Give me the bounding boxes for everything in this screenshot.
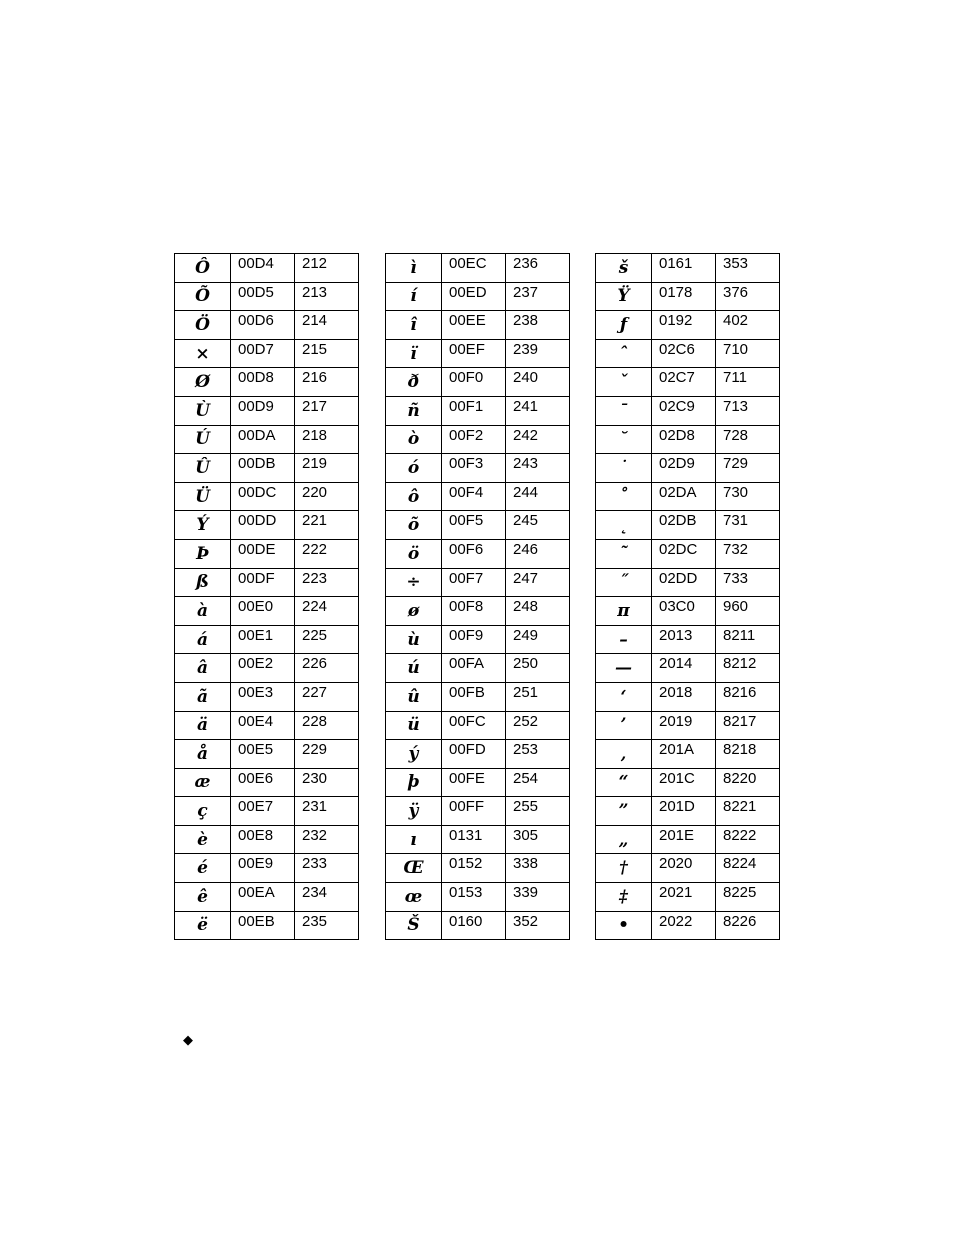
glyph-cell: ë (175, 911, 231, 940)
table-row (175, 539, 359, 568)
hex-code-cell: 2014 (652, 654, 716, 683)
hex-code-cell: 0192 (652, 311, 716, 340)
hex-code-cell: 00F6 (442, 539, 506, 568)
table-row (386, 511, 570, 540)
decimal-code-cell: 217 (295, 396, 359, 425)
glyph-cell: Ø (175, 368, 231, 397)
glyph-cell: ˝ (596, 568, 652, 597)
decimal-code-cell: 250 (506, 654, 570, 683)
table-row (386, 425, 570, 454)
table-row (175, 797, 359, 826)
hex-code-cell: 00DF (231, 568, 295, 597)
table-row (596, 282, 780, 311)
table-row (175, 311, 359, 340)
hex-code-cell: 00E2 (231, 654, 295, 683)
hex-code-cell: 00DC (231, 482, 295, 511)
char-table-1 (174, 253, 359, 940)
table-row (386, 768, 570, 797)
hex-code-cell: 02C7 (652, 368, 716, 397)
table-row (175, 482, 359, 511)
decimal-code-cell: 230 (295, 768, 359, 797)
decimal-code-cell: 732 (716, 539, 780, 568)
hex-code-cell: 00FE (442, 768, 506, 797)
hex-code-cell: 00F5 (442, 511, 506, 540)
table-row (175, 711, 359, 740)
hex-code-cell: 2018 (652, 682, 716, 711)
table-row (596, 311, 780, 340)
hex-code-cell: 00E6 (231, 768, 295, 797)
glyph-cell: š (596, 254, 652, 283)
hex-code-cell: 00FC (442, 711, 506, 740)
hex-code-cell: 201A (652, 740, 716, 769)
table-row (386, 368, 570, 397)
hex-code-cell: 2019 (652, 711, 716, 740)
table-row (175, 511, 359, 540)
hex-code-cell: 00DB (231, 454, 295, 483)
table-row (386, 311, 570, 340)
table-row (596, 396, 780, 425)
decimal-code-cell: 255 (506, 797, 570, 826)
hex-code-cell: 2020 (652, 854, 716, 883)
table-row (175, 825, 359, 854)
hex-code-cell: 00F1 (442, 396, 506, 425)
hex-code-cell: 2013 (652, 625, 716, 654)
decimal-code-cell: 711 (716, 368, 780, 397)
table-row (175, 368, 359, 397)
hex-code-cell: 00DE (231, 539, 295, 568)
glyph-cell: ß (175, 568, 231, 597)
glyph-cell: ” (596, 797, 652, 826)
glyph-cell: Û (175, 454, 231, 483)
glyph-cell: ç (175, 797, 231, 826)
glyph-cell: Ü (175, 482, 231, 511)
decimal-code-cell: 728 (716, 425, 780, 454)
hex-code-cell: 00FA (442, 654, 506, 683)
decimal-code-cell: 249 (506, 625, 570, 654)
hex-code-cell: 00EB (231, 911, 295, 940)
glyph-cell: î (386, 311, 442, 340)
hex-code-cell: 00DA (231, 425, 295, 454)
decimal-code-cell: 8211 (716, 625, 780, 654)
glyph-cell: Œ (386, 854, 442, 883)
hex-code-cell: 00D4 (231, 254, 295, 283)
decimal-code-cell: 729 (716, 454, 780, 483)
table-row (596, 911, 780, 940)
table-row (596, 854, 780, 883)
hex-code-cell: 00D8 (231, 368, 295, 397)
table-row (386, 597, 570, 626)
table-row (596, 625, 780, 654)
hex-code-cell: 00E8 (231, 825, 295, 854)
hex-code-cell: 00DD (231, 511, 295, 540)
decimal-code-cell: 232 (295, 825, 359, 854)
hex-code-cell: 02DD (652, 568, 716, 597)
glyph-cell: ‡ (596, 883, 652, 912)
glyph-cell: ò (386, 425, 442, 454)
hex-code-cell: 0152 (442, 854, 506, 883)
table-row (386, 883, 570, 912)
decimal-code-cell: 214 (295, 311, 359, 340)
decimal-code-cell: 352 (506, 911, 570, 940)
hex-code-cell: 00E0 (231, 597, 295, 626)
table-row (386, 654, 570, 683)
table-row (175, 597, 359, 626)
decimal-code-cell: 213 (295, 282, 359, 311)
table-row (596, 711, 780, 740)
hex-code-cell: 02DA (652, 482, 716, 511)
hex-code-cell: 00D9 (231, 396, 295, 425)
table-row (386, 682, 570, 711)
table-row (386, 825, 570, 854)
table-row (386, 539, 570, 568)
table-row (386, 254, 570, 283)
table-row (386, 911, 570, 940)
table-row (175, 339, 359, 368)
glyph-cell: å (175, 740, 231, 769)
decimal-code-cell: 244 (506, 482, 570, 511)
hex-code-cell: 00F4 (442, 482, 506, 511)
glyph-cell: π (596, 597, 652, 626)
glyph-cell: ê (175, 883, 231, 912)
table-row (175, 454, 359, 483)
glyph-cell: ö (386, 539, 442, 568)
hex-code-cell: 00FD (442, 740, 506, 769)
glyph-cell: ï (386, 339, 442, 368)
hex-code-cell: 00FF (442, 797, 506, 826)
hex-code-cell: 0160 (442, 911, 506, 940)
table-row (386, 454, 570, 483)
decimal-code-cell: 305 (506, 825, 570, 854)
table-row (386, 396, 570, 425)
table-row (386, 740, 570, 769)
table-row (596, 797, 780, 826)
decimal-code-cell: 713 (716, 396, 780, 425)
decimal-code-cell: 402 (716, 311, 780, 340)
decimal-code-cell: 219 (295, 454, 359, 483)
hex-code-cell: 00ED (442, 282, 506, 311)
glyph-cell: ı (386, 825, 442, 854)
decimal-code-cell: 731 (716, 511, 780, 540)
glyph-cell: ‚ (596, 740, 652, 769)
decimal-code-cell: 252 (506, 711, 570, 740)
hex-code-cell: 0153 (442, 883, 506, 912)
decimal-code-cell: 8224 (716, 854, 780, 883)
glyph-cell: ì (386, 254, 442, 283)
decimal-code-cell: 730 (716, 482, 780, 511)
decimal-code-cell: 221 (295, 511, 359, 540)
decimal-code-cell: 233 (295, 854, 359, 883)
decimal-code-cell: 251 (506, 682, 570, 711)
decimal-code-cell: 239 (506, 339, 570, 368)
hex-code-cell: 03C0 (652, 597, 716, 626)
glyph-cell: ’ (596, 711, 652, 740)
glyph-cell: Þ (175, 539, 231, 568)
decimal-code-cell: 960 (716, 597, 780, 626)
table-row (386, 568, 570, 597)
decimal-code-cell: 236 (506, 254, 570, 283)
glyph-cell: æ (175, 768, 231, 797)
decimal-code-cell: 376 (716, 282, 780, 311)
glyph-cell: „ (596, 825, 652, 854)
hex-code-cell: 00E4 (231, 711, 295, 740)
hex-code-cell: 201E (652, 825, 716, 854)
decimal-code-cell: 242 (506, 425, 570, 454)
hex-code-cell: 201C (652, 768, 716, 797)
decimal-code-cell: 8222 (716, 825, 780, 854)
hex-code-cell: 00FB (442, 682, 506, 711)
table-row (596, 254, 780, 283)
decimal-code-cell: 253 (506, 740, 570, 769)
decimal-code-cell: 710 (716, 339, 780, 368)
table-row (596, 454, 780, 483)
decimal-code-cell: 245 (506, 511, 570, 540)
table-row (386, 797, 570, 826)
hex-code-cell: 00E3 (231, 682, 295, 711)
glyph-cell: ƒ (596, 311, 652, 340)
glyph-cell: û (386, 682, 442, 711)
table-row (386, 854, 570, 883)
glyph-cell: Õ (175, 282, 231, 311)
glyph-cell: ‘ (596, 682, 652, 711)
char-table-3 (595, 253, 780, 940)
glyph-cell: ˙ (596, 454, 652, 483)
decimal-code-cell: 243 (506, 454, 570, 483)
table-row (175, 396, 359, 425)
decimal-code-cell: 227 (295, 682, 359, 711)
glyph-cell: Ô (175, 254, 231, 283)
decimal-code-cell: 218 (295, 425, 359, 454)
glyph-cell: † (596, 854, 652, 883)
hex-code-cell: 00D5 (231, 282, 295, 311)
glyph-cell: Ý (175, 511, 231, 540)
decimal-code-cell: 220 (295, 482, 359, 511)
hex-code-cell: 00EC (442, 254, 506, 283)
decimal-code-cell: 8212 (716, 654, 780, 683)
hex-code-cell: 00F0 (442, 368, 506, 397)
glyph-cell: ˆ (596, 339, 652, 368)
decimal-code-cell: 254 (506, 768, 570, 797)
glyph-cell: ð (386, 368, 442, 397)
decimal-code-cell: 8216 (716, 682, 780, 711)
table-row (596, 425, 780, 454)
glyph-cell: Ù (175, 396, 231, 425)
hex-code-cell: 02C9 (652, 396, 716, 425)
glyph-cell: œ (386, 883, 442, 912)
glyph-cell: á (175, 625, 231, 654)
hex-code-cell: 00E5 (231, 740, 295, 769)
decimal-code-cell: 234 (295, 883, 359, 912)
decimal-code-cell: 235 (295, 911, 359, 940)
decimal-code-cell: 237 (506, 282, 570, 311)
table-row (596, 368, 780, 397)
table-row (386, 339, 570, 368)
glyph-cell: ˚ (596, 482, 652, 511)
table-row (386, 711, 570, 740)
table-row (386, 625, 570, 654)
hex-code-cell: 00F9 (442, 625, 506, 654)
table-row (596, 597, 780, 626)
table-row (175, 682, 359, 711)
glyph-cell: è (175, 825, 231, 854)
table-row (596, 539, 780, 568)
decimal-code-cell: 8226 (716, 911, 780, 940)
hex-code-cell: 00EE (442, 311, 506, 340)
hex-code-cell: 02DC (652, 539, 716, 568)
hex-code-cell: 00D7 (231, 339, 295, 368)
decimal-code-cell: 247 (506, 568, 570, 597)
glyph-cell: ÷ (386, 568, 442, 597)
hex-code-cell: 00EA (231, 883, 295, 912)
table-row (175, 883, 359, 912)
glyph-cell: ü (386, 711, 442, 740)
glyph-cell: ú (386, 654, 442, 683)
table-row (596, 682, 780, 711)
glyph-cell: — (596, 654, 652, 683)
decimal-code-cell: 229 (295, 740, 359, 769)
hex-code-cell: 201D (652, 797, 716, 826)
glyph-cell: ˉ (596, 396, 652, 425)
decimal-code-cell: 353 (716, 254, 780, 283)
glyph-cell: ˘ (596, 425, 652, 454)
decimal-code-cell: 238 (506, 311, 570, 340)
table-row (175, 911, 359, 940)
hex-code-cell: 02D9 (652, 454, 716, 483)
glyph-cell: ù (386, 625, 442, 654)
decimal-code-cell: 226 (295, 654, 359, 683)
decimal-code-cell: 231 (295, 797, 359, 826)
hex-code-cell: 0178 (652, 282, 716, 311)
table-row (596, 482, 780, 511)
decimal-code-cell: 8225 (716, 883, 780, 912)
glyph-cell: ÿ (386, 797, 442, 826)
glyph-cell: í (386, 282, 442, 311)
glyph-cell: ˛ (596, 511, 652, 540)
glyph-cell: – (596, 625, 652, 654)
glyph-cell: ó (386, 454, 442, 483)
glyph-cell: â (175, 654, 231, 683)
table-row (596, 568, 780, 597)
diamond-bullet-icon: ◆ (183, 1033, 193, 1048)
hex-code-cell: 00F2 (442, 425, 506, 454)
glyph-cell: Ÿ (596, 282, 652, 311)
glyph-cell: • (596, 911, 652, 940)
table-row (386, 482, 570, 511)
hex-code-cell: 00E7 (231, 797, 295, 826)
hex-code-cell: 00EF (442, 339, 506, 368)
glyph-cell: Ö (175, 311, 231, 340)
hex-code-cell: 02DB (652, 511, 716, 540)
table-row (596, 825, 780, 854)
glyph-cell: ý (386, 740, 442, 769)
glyph-cell: ˜ (596, 539, 652, 568)
hex-code-cell: 02C6 (652, 339, 716, 368)
decimal-code-cell: 240 (506, 368, 570, 397)
decimal-code-cell: 215 (295, 339, 359, 368)
decimal-code-cell: 246 (506, 539, 570, 568)
decimal-code-cell: 216 (295, 368, 359, 397)
decimal-code-cell: 8217 (716, 711, 780, 740)
decimal-code-cell: 224 (295, 597, 359, 626)
glyph-cell: ø (386, 597, 442, 626)
decimal-code-cell: 248 (506, 597, 570, 626)
decimal-code-cell: 339 (506, 883, 570, 912)
decimal-code-cell: 338 (506, 854, 570, 883)
decimal-code-cell: 223 (295, 568, 359, 597)
glyph-cell: ñ (386, 396, 442, 425)
hex-code-cell: 2022 (652, 911, 716, 940)
table-row (596, 339, 780, 368)
hex-code-cell: 2021 (652, 883, 716, 912)
glyph-cell: “ (596, 768, 652, 797)
glyph-cell: é (175, 854, 231, 883)
table-row (596, 883, 780, 912)
table-row (175, 768, 359, 797)
glyph-cell: Š (386, 911, 442, 940)
table-row (386, 282, 570, 311)
hex-code-cell: 00F7 (442, 568, 506, 597)
table-row (596, 740, 780, 769)
table-row (175, 625, 359, 654)
decimal-code-cell: 228 (295, 711, 359, 740)
glyph-cell: × (175, 339, 231, 368)
table-row (175, 568, 359, 597)
glyph-cell: à (175, 597, 231, 626)
char-table-2 (385, 253, 570, 940)
hex-code-cell: 00D6 (231, 311, 295, 340)
hex-code-cell: 0131 (442, 825, 506, 854)
hex-code-cell: 00E1 (231, 625, 295, 654)
glyph-cell: þ (386, 768, 442, 797)
table-row (175, 854, 359, 883)
decimal-code-cell: 222 (295, 539, 359, 568)
table-row (596, 511, 780, 540)
table-row (175, 740, 359, 769)
decimal-code-cell: 225 (295, 625, 359, 654)
glyph-cell: ˇ (596, 368, 652, 397)
table-row (175, 282, 359, 311)
decimal-code-cell: 733 (716, 568, 780, 597)
decimal-code-cell: 212 (295, 254, 359, 283)
decimal-code-cell: 8221 (716, 797, 780, 826)
table-row (175, 654, 359, 683)
table-row (596, 654, 780, 683)
table-row (175, 254, 359, 283)
decimal-code-cell: 8218 (716, 740, 780, 769)
table-row (596, 768, 780, 797)
decimal-code-cell: 8220 (716, 768, 780, 797)
glyph-cell: Ú (175, 425, 231, 454)
decimal-code-cell: 241 (506, 396, 570, 425)
hex-code-cell: 00F8 (442, 597, 506, 626)
table-row (175, 425, 359, 454)
hex-code-cell: 0161 (652, 254, 716, 283)
glyph-cell: õ (386, 511, 442, 540)
glyph-cell: ä (175, 711, 231, 740)
hex-code-cell: 00F3 (442, 454, 506, 483)
hex-code-cell: 00E9 (231, 854, 295, 883)
hex-code-cell: 02D8 (652, 425, 716, 454)
glyph-cell: ã (175, 682, 231, 711)
glyph-cell: ô (386, 482, 442, 511)
